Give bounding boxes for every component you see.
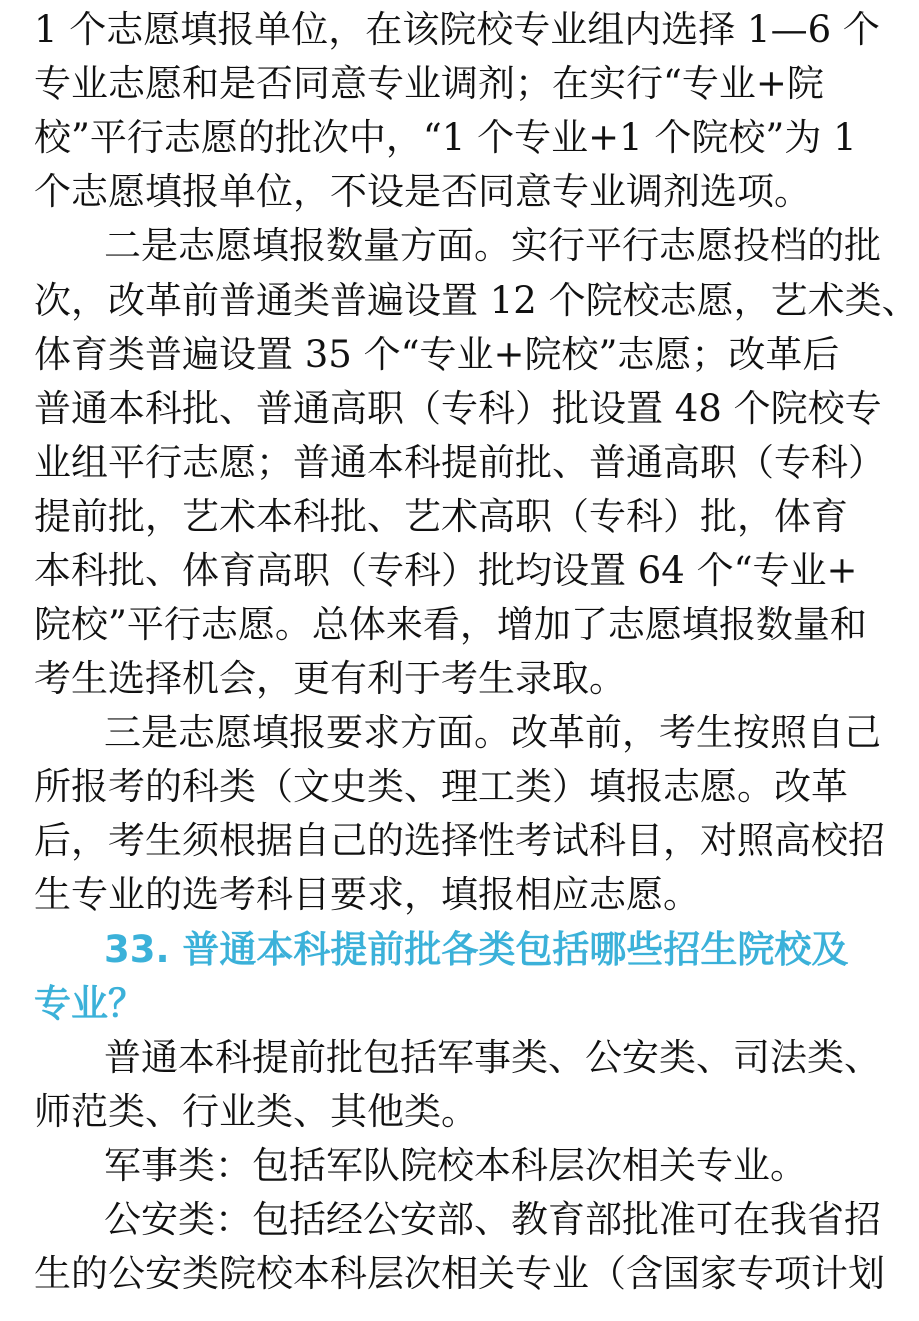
text-line: 生的公安类院校本科层次相关专业（含国家专项计划 [34, 1252, 885, 1295]
paragraph-start-line: 二是志愿填报数量方面。实行平行志愿投档的批 [104, 224, 881, 267]
text-line: 校”平行志愿的批次中，“1 个专业+1 个院校”为 1 [34, 116, 857, 159]
text-line: 考生选择机会，更有利于考生录取。 [34, 657, 626, 700]
text-line: 1 个志愿填报单位，在该院校专业组内选择 1—6 个 [34, 8, 880, 51]
question-heading-continued: 专业？ [34, 982, 145, 1025]
paragraph-start-line: 三是志愿填报要求方面。改革前，考生按照自己 [104, 711, 881, 754]
question-heading: 33. 普通本科提前批各类包括哪些招生院校及 [104, 928, 849, 971]
text-line: 提前批，艺术本科批、艺术高职（专科）批，体育 [34, 495, 848, 538]
text-line: 业组平行志愿；普通本科提前批、普通高职（专科） [34, 441, 885, 484]
text-line: 师范类、行业类、其他类。 [34, 1090, 478, 1133]
paragraph-start-line: 公安类：包括经公安部、教育部批准可在我省招 [104, 1198, 881, 1241]
text-line: 本科批、体育高职（专科）批均设置 64 个“专业+ [34, 549, 858, 592]
text-line: 次，改革前普通类普遍设置 12 个院校志愿，艺术类、 [34, 279, 919, 322]
text-line: 院校”平行志愿。总体来看，增加了志愿填报数量和 [34, 603, 867, 646]
text-line: 体育类普遍设置 35 个“专业+院校”志愿；改革后 [34, 333, 840, 376]
text-line: 个志愿填报单位，不设是否同意专业调剂选项。 [34, 170, 811, 213]
paragraph-start-line: 普通本科提前批包括军事类、公安类、司法类、 [104, 1036, 881, 1079]
text-line: 普通本科批、普通高职（专科）批设置 48 个院校专 [34, 387, 882, 430]
text-line: 生专业的选考科目要求，填报相应志愿。 [34, 873, 700, 916]
text-line: 后，考生须根据自己的选择性考试科目，对照高校招 [34, 819, 885, 862]
text-line: 专业志愿和是否同意专业调剂；在实行“专业+院 [34, 62, 824, 105]
text-line: 所报考的科类（文史类、理工类）填报志愿。改革 [34, 765, 848, 808]
paragraph-start-line: 军事类：包括军队院校本科层次相关专业。 [104, 1144, 807, 1187]
